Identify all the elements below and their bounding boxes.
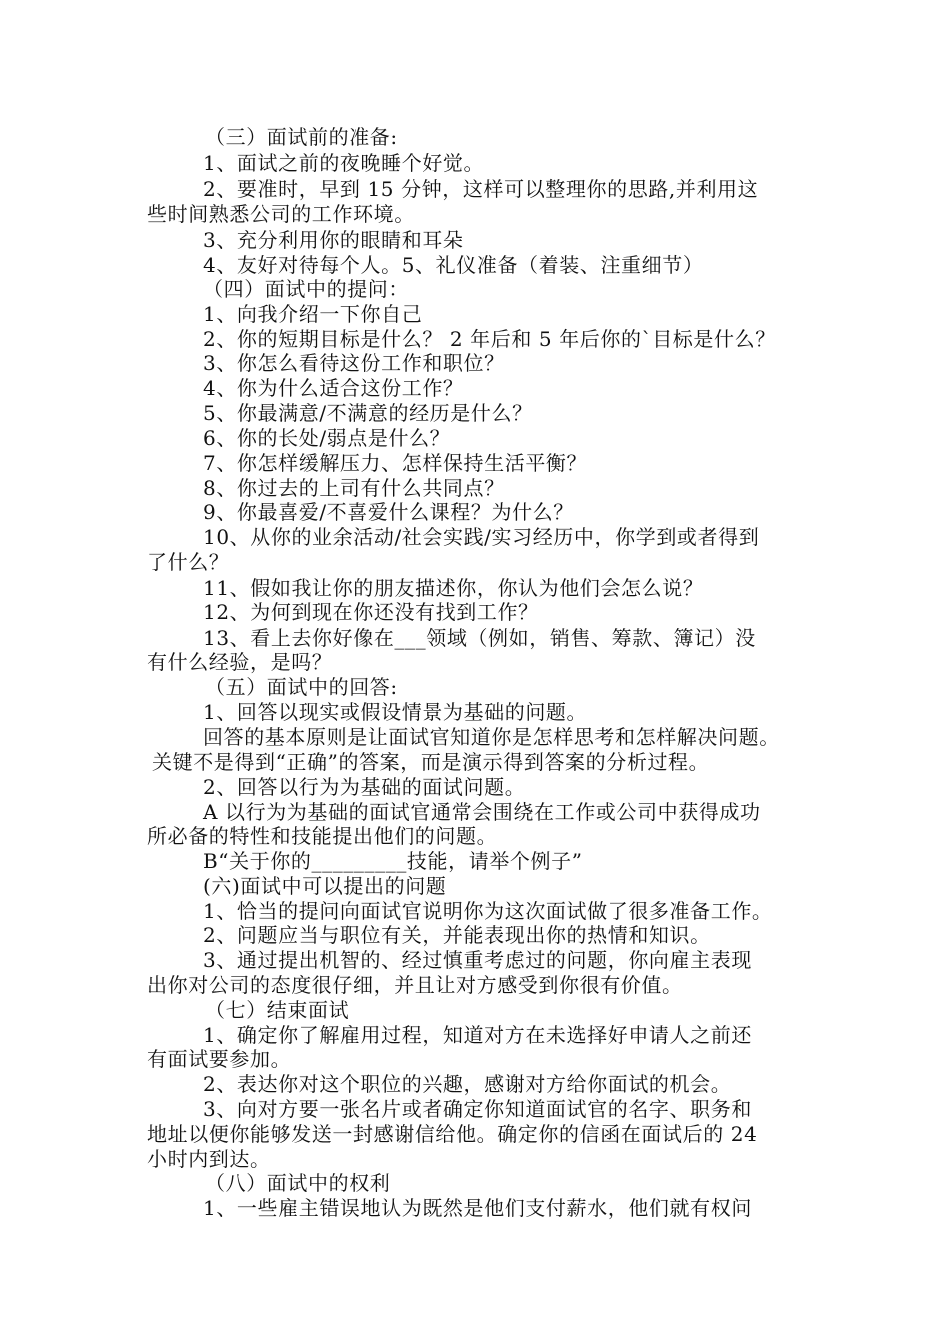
paragraph-line: 小时内到达。 [147, 1147, 271, 1171]
paragraph-line: 7、你怎样缓解压力、怎样保持生活平衡？ [203, 451, 588, 475]
paragraph-line: 5、你最满意/不满意的经历是什么？ [203, 401, 533, 425]
paragraph-line: 地址以便你能够发送一封感谢信给他。确定你的信函在面试后的 24 [147, 1122, 758, 1146]
paragraph-line: 关键不是得到“正确”的答案，而是演示得到答案的分析过程。 [152, 750, 710, 774]
paragraph-line: 6、你的长处/弱点是什么？ [203, 426, 451, 450]
paragraph-line: 2、问题应当与职位有关，并能表现出你的热情和知识。 [203, 923, 711, 947]
paragraph-line: 3、你怎么看待这份工作和职位？ [203, 351, 505, 375]
paragraph-line: 1、回答以现实或假设情景为基础的问题。 [203, 700, 588, 724]
section-heading-6: (六)面试中可以提出的问题 [203, 874, 447, 898]
paragraph-line: 9、你最喜爱/不喜爱什么课程？为什么？ [203, 500, 574, 524]
paragraph-line: 2、你的短期目标是什么？ 2 年后和 5 年后你的`目标是什么？ [203, 327, 776, 351]
paragraph-line: 3、通过提出机智的、经过慎重考虑过的问题，你向雇主表现 [203, 948, 752, 972]
paragraph-line: 有面试要参加。 [147, 1047, 292, 1071]
section-heading-3: （三）面试前的准备: [205, 125, 398, 149]
paragraph-line: 13、看上去你好像在___领域（例如，销售、筹款、簿记）没 [203, 626, 756, 650]
paragraph-line: 2、要准时，早到 15 分钟，这样可以整理你的思路,并利用这 [203, 177, 759, 201]
section-heading-7: （七）结束面试 [205, 998, 350, 1022]
paragraph-line: 2、回答以行为为基础的面试问题。 [203, 775, 526, 799]
paragraph-line: 4、你为什么适合这份工作？ [203, 376, 464, 400]
section-heading-5: （五）面试中的回答: [205, 675, 398, 699]
paragraph-line: 2、表达你对这个职位的兴趣，感谢对方给你面试的机会。 [203, 1072, 732, 1096]
paragraph-line: 1、恰当的提问向面试官说明你为这次面试做了很多准备工作。 [203, 899, 773, 923]
paragraph-line: 回答的基本原则是让面试官知道你是怎样思考和怎样解决问题。 [203, 725, 780, 749]
paragraph-line: 8、你过去的上司有什么共同点？ [203, 476, 505, 500]
paragraph-line: 4、友好对待每个人。5、礼仪准备（着装、注重细节） [203, 253, 704, 277]
paragraph-line: 1、面试之前的夜晚睡个好觉。 [203, 151, 485, 175]
paragraph-line: 了什么？ [147, 550, 230, 574]
paragraph-line: A 以行为为基础的面试官通常会围绕在工作或公司中获得成功 [203, 800, 761, 824]
section-heading-4: （四）面试中的提问： [203, 277, 409, 301]
paragraph-line: 些时间熟悉公司的工作环境。 [147, 202, 415, 226]
paragraph-line: 10、从你的业余活动/社会实践/实习经历中，你学到或者得到 [203, 525, 760, 549]
paragraph-line: 12、为何到现在你还没有找到工作？ [203, 600, 539, 624]
paragraph-line: 1、向我介绍一下你自己 [203, 302, 423, 326]
paragraph-line: 所必备的特性和技能提出他们的问题。 [147, 824, 498, 848]
paragraph-line: B“关于你的_________技能，请举个例子” [203, 849, 583, 873]
paragraph-line: 1、一些雇主错误地认为既然是他们支付薪水，他们就有权问 [203, 1196, 752, 1220]
paragraph-line: 3、充分利用你的眼睛和耳朵 [203, 228, 464, 252]
paragraph-line: 1、确定你了解雇用过程，知道对方在未选择好申请人之前还 [203, 1023, 752, 1047]
section-heading-8: （八）面试中的权利 [205, 1171, 391, 1195]
paragraph-line: 有什么经验，是吗？ [147, 650, 333, 674]
paragraph-line: 3、向对方要一张名片或者确定你知道面试官的名字、职务和 [203, 1097, 752, 1121]
paragraph-line: 出你对公司的态度很仔细，并且让对方感受到你很有价值。 [147, 973, 683, 997]
paragraph-line: 11、假如我让你的朋友描述你，你认为他们会怎么说？ [203, 576, 704, 600]
